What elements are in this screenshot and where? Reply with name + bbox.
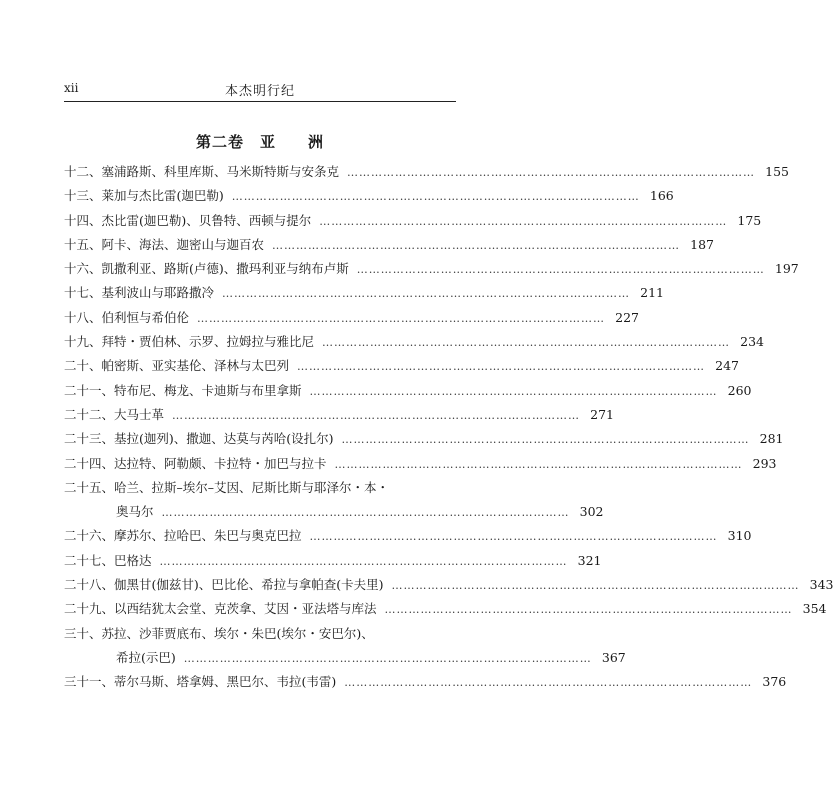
toc-entry-title: 二十、帕密斯、亚实基伦、泽林与太巴列	[64, 358, 290, 374]
toc-entry	[64, 403, 615, 427]
toc-entry-page: 211	[640, 285, 665, 301]
toc-leader-dots: …………………………………………………………………………………………	[347, 166, 756, 179]
toc-entry-page: 281	[759, 431, 784, 447]
toc-entry	[64, 184, 674, 208]
toc-entry	[64, 233, 715, 257]
toc-leader-dots: …………………………………………………………………………………………	[161, 506, 570, 520]
toc-entry	[64, 670, 787, 694]
toc-entry-page: 187	[690, 236, 715, 252]
toc-leader-dots: …………………………………………………………………………………………	[309, 384, 718, 398]
toc-leader-dots: …………………………………………………………………………………………	[297, 360, 706, 374]
toc-leader-dots: …………………………………………………………………………………………	[334, 457, 743, 471]
toc-leader-dots: …………………………………………………………………………………………	[322, 336, 731, 350]
toc-leader-dots: …………………………………………………………………………………………	[231, 190, 640, 204]
running-title: 本杰明行纪	[224, 84, 295, 99]
toc-entry-page: 227	[615, 309, 640, 325]
toc-entry-title: 十二、塞浦路斯、科里库斯、马米斯特斯与安条克	[64, 164, 340, 179]
toc-entry	[64, 330, 765, 354]
section-title: 第二卷 亚 洲	[195, 133, 324, 151]
toc-entry-title: 奥马尔	[116, 504, 154, 520]
toc-entry-page: 310	[727, 528, 752, 544]
toc-entry	[64, 354, 740, 378]
toc-leader-dots: …………………………………………………………………………………………	[341, 433, 750, 447]
toc-entry-page: 321	[577, 552, 602, 568]
toc-entry-title: 三十、苏拉、沙菲贾底布、埃尔・朱巴(埃尔・安巴尔)、	[64, 625, 374, 641]
toc-entry-page: 293	[752, 455, 777, 471]
toc-entry-title: 三十一、蒂尔马斯、塔拿姆、黑巴尔、韦拉(韦雷)	[64, 674, 337, 690]
toc-entry	[64, 452, 777, 476]
toc-entry	[64, 524, 752, 548]
toc-entry-title: 十六、凯撒利亚、路斯(卢德)、撒玛利亚与纳布卢斯	[64, 261, 349, 277]
toc-leader-dots: …………………………………………………………………………………………	[159, 554, 568, 568]
toc-leader-dots: …………………………………………………………………………………………	[183, 651, 592, 665]
toc-entry-page: 271	[590, 406, 615, 422]
toc-entry-title: 二十八、伽黑甘(伽兹甘)、巴比伦、希拉与拿帕查(卡夫里)	[64, 577, 384, 593]
toc-entry-page: 234	[740, 334, 765, 350]
toc-entry	[64, 160, 790, 184]
toc-entry-title: 二十五、哈兰、拉斯–埃尔–艾因、尼斯比斯与耶泽尔・本・	[64, 479, 390, 495]
toc-entry-page: 376	[762, 674, 787, 690]
toc-entry-title: 十九、拜特・贾伯林、示罗、拉姆拉与雅比尼	[64, 334, 315, 350]
toc-entry-page: 175	[737, 212, 762, 228]
toc-leader-dots: …………………………………………………………………………………………	[272, 238, 681, 252]
toc-entry	[64, 622, 456, 646]
toc-entry-page: 155	[765, 164, 790, 179]
toc-entry	[64, 209, 762, 233]
toc-entry-page: 247	[715, 358, 740, 374]
table-of-contents	[64, 160, 834, 695]
toc-entry-page: 343	[809, 577, 834, 593]
toc-entry-title: 二十二、大马士革	[64, 406, 165, 422]
toc-entry-title: 十三、莱加与杰比雷(迦巴勒)	[64, 188, 224, 204]
toc-entry	[64, 281, 665, 305]
toc-entry	[64, 597, 827, 621]
toc-entry-title: 二十三、基拉(迦列)、撒迦、达莫与芮哈(设扎尔)	[64, 431, 334, 447]
toc-entry-page: 367	[601, 649, 626, 665]
toc-leader-dots: …………………………………………………………………………………………	[356, 263, 765, 277]
toc-entry-title: 十八、伯利恒与希伯伦	[64, 309, 190, 325]
toc-entry	[64, 573, 834, 597]
toc-entry	[64, 646, 626, 670]
toc-entry	[64, 306, 640, 330]
toc-entry	[64, 476, 456, 500]
toc-entry-page: 354	[802, 601, 827, 617]
toc-leader-dots: …………………………………………………………………………………………	[309, 530, 718, 544]
toc-leader-dots: …………………………………………………………………………………………	[172, 408, 581, 422]
toc-entry-page: 197	[774, 261, 799, 277]
toc-leader-dots: …………………………………………………………………………………………	[391, 579, 800, 593]
toc-entry-title: 二十四、达拉特、阿勒颇、卡拉特・加巴与拉卡	[64, 455, 327, 471]
toc-entry-page: 166	[649, 188, 674, 204]
header-rule	[64, 101, 456, 102]
toc-entry	[64, 549, 602, 573]
toc-entry	[64, 379, 752, 403]
toc-entry-title: 十五、阿卡、海法、迦密山与迦百农	[64, 236, 265, 252]
toc-entry-title: 二十六、摩苏尔、拉哈巴、朱巴与奥克巴拉	[64, 528, 302, 544]
toc-leader-dots: …………………………………………………………………………………………	[319, 214, 728, 228]
toc-entry-title: 二十七、巴格达	[64, 552, 152, 568]
toc-leader-dots: …………………………………………………………………………………………	[222, 287, 631, 301]
toc-entry	[64, 257, 799, 281]
page-number: xii	[64, 81, 79, 95]
toc-entry	[64, 427, 784, 451]
toc-entry-page: 302	[579, 504, 604, 520]
toc-entry-title: 二十一、特布尼、梅龙、卡迪斯与布里拿斯	[64, 382, 302, 398]
toc-leader-dots: …………………………………………………………………………………………	[384, 603, 793, 617]
toc-leader-dots: …………………………………………………………………………………………	[344, 676, 753, 690]
toc-entry-title: 十七、基利波山与耶路撒冷	[64, 285, 215, 301]
toc-entry	[64, 500, 604, 524]
toc-entry-title: 希拉(示巴)	[116, 649, 176, 665]
toc-entry-title: 十四、杰比雷(迦巴勒)、贝鲁特、西顿与提尔	[64, 212, 312, 228]
toc-entry-page: 260	[727, 382, 752, 398]
toc-leader-dots: …………………………………………………………………………………………	[197, 311, 606, 325]
running-header	[64, 79, 456, 99]
toc-entry-title: 二十九、以西结犹太会堂、克茨拿、艾因・亚法塔与库法	[64, 601, 377, 617]
